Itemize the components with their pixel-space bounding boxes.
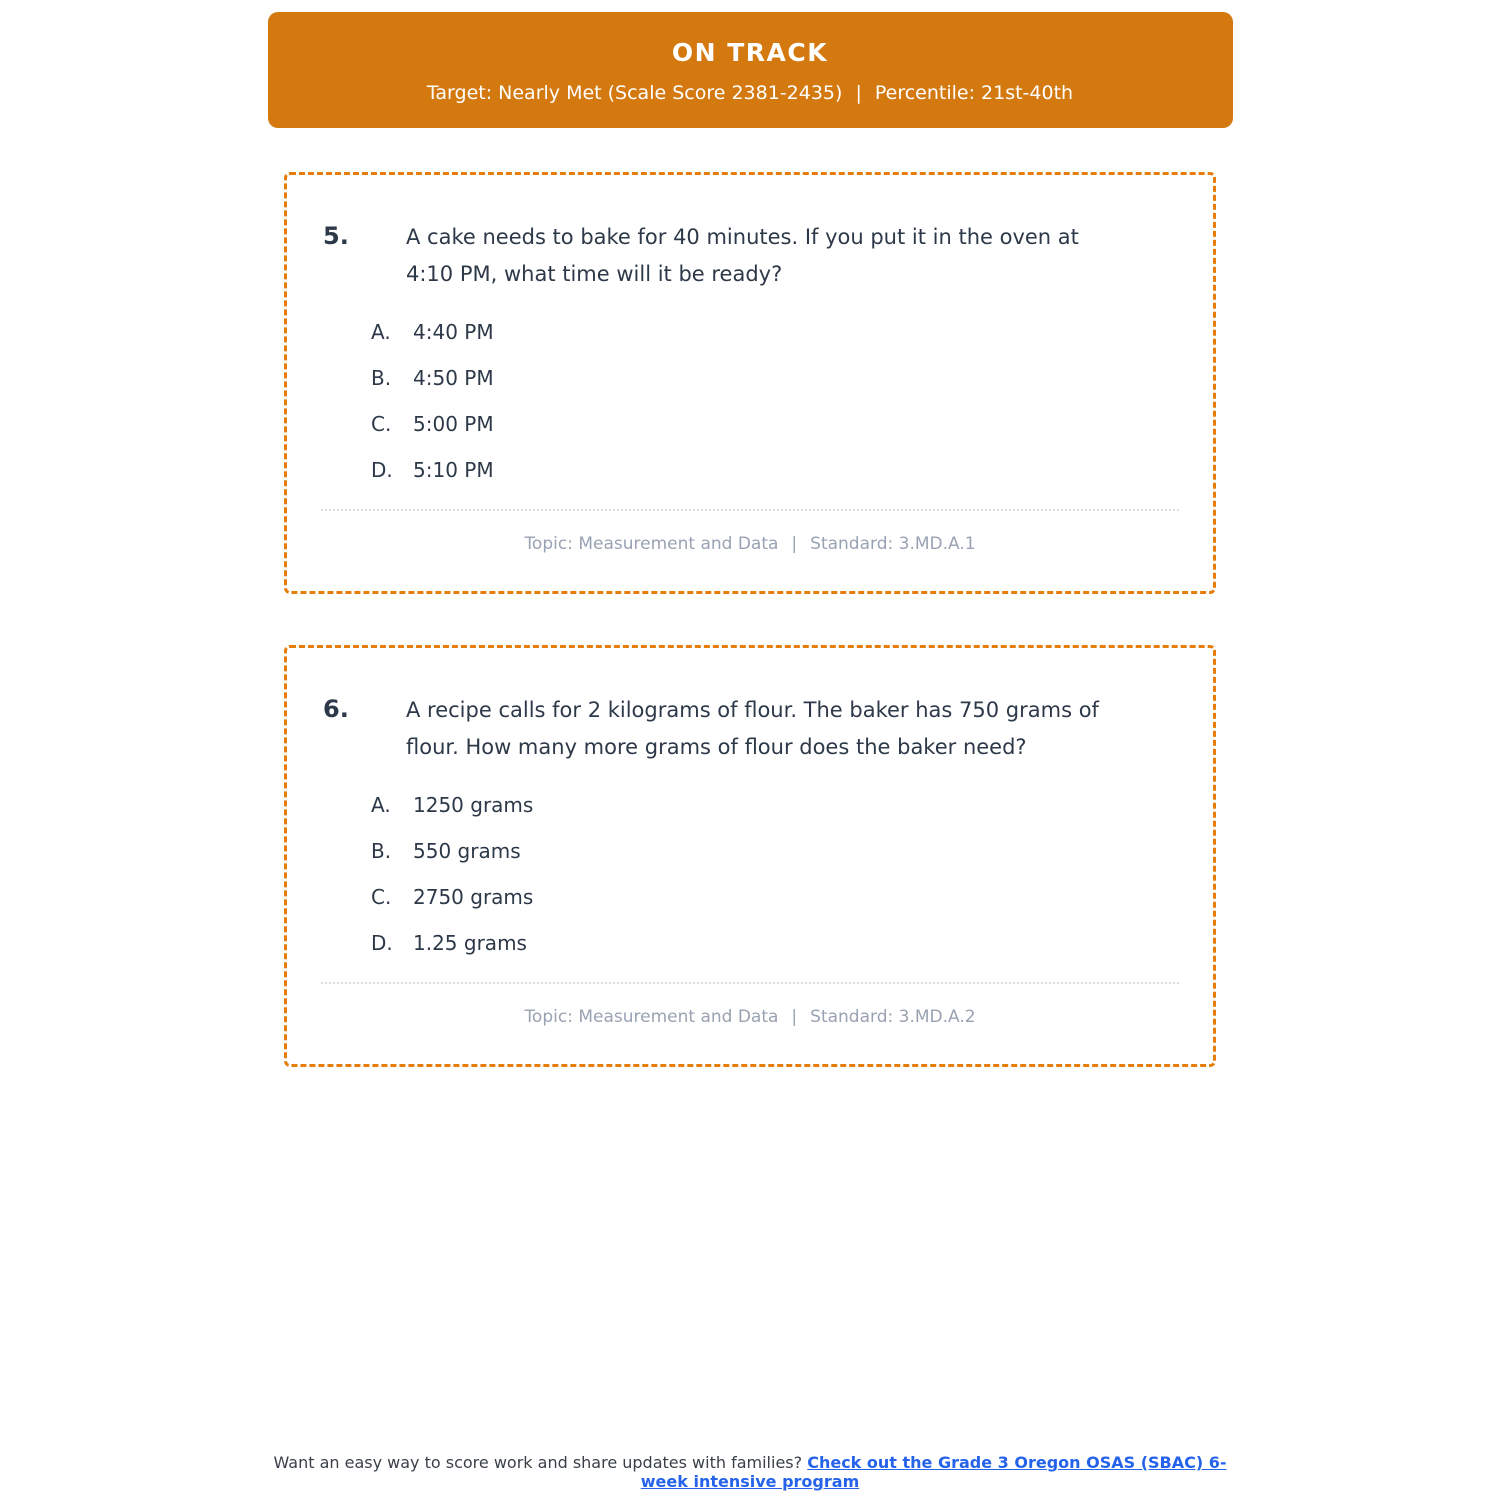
option-row-d	[371, 930, 1179, 956]
topic-label: Topic: Measurement and Data	[524, 534, 779, 554]
option-text: 4:40 PM	[413, 320, 494, 344]
question-text-line: A recipe calls for 2 kilograms of flour. The baker has 750 grams of	[406, 698, 1099, 722]
banner-divider: |	[855, 82, 862, 104]
option-letter: B.	[371, 839, 392, 863]
topic-label: Topic: Measurement and Data	[524, 1007, 779, 1027]
question-number: 6.	[323, 695, 349, 723]
option-row-a	[371, 319, 1179, 345]
option-text: 1.25 grams	[413, 931, 527, 955]
question-meta	[321, 533, 1179, 555]
option-text: 1250 grams	[413, 793, 534, 817]
question-text	[406, 692, 1176, 766]
option-row-c	[371, 411, 1179, 437]
question-card-5	[284, 172, 1216, 594]
option-text: 5:00 PM	[413, 412, 494, 436]
options-list	[371, 319, 1179, 483]
option-text: 2750 grams	[413, 885, 534, 909]
question-text-line: A cake needs to bake for 40 minutes. If you put it in the oven at	[406, 225, 1079, 249]
option-letter: A.	[371, 793, 391, 817]
option-row-d	[371, 457, 1179, 483]
option-letter: D.	[371, 931, 393, 955]
option-text: 4:50 PM	[413, 366, 494, 390]
meta-separator: |	[791, 1007, 798, 1027]
standard-label: Standard: 3.MD.A.2	[810, 1007, 976, 1027]
option-text: 5:10 PM	[413, 458, 494, 482]
meta-separator: |	[791, 534, 798, 554]
question-row	[321, 219, 1179, 293]
footer	[268, 1453, 1233, 1491]
program-link[interactable]: Check out the Grade 3 Oregon OSAS (SBAC) 6-week intensive program	[640, 1453, 1227, 1491]
option-row-b	[371, 838, 1179, 864]
option-letter: C.	[371, 412, 392, 436]
standard-label: Standard: 3.MD.A.1	[810, 534, 976, 554]
question-row	[321, 692, 1179, 766]
option-letter: C.	[371, 885, 392, 909]
question-text-line: 4:10 PM, what time will it be ready?	[406, 262, 783, 286]
banner-subtitle	[268, 81, 1233, 105]
options-list	[371, 792, 1179, 956]
question-meta	[321, 1006, 1179, 1028]
banner-target: Target: Nearly Met (Scale Score 2381-2435)	[426, 82, 843, 104]
option-row-a	[371, 792, 1179, 818]
performance-banner	[268, 12, 1233, 128]
question-text-line: flour. How many more grams of flour does the baker need?	[406, 735, 1027, 759]
question-number: 5.	[323, 222, 349, 250]
banner-title: ON TRACK	[671, 38, 829, 67]
question-card-6	[284, 645, 1216, 1067]
option-letter: D.	[371, 458, 393, 482]
option-letter: A.	[371, 320, 391, 344]
option-row-b	[371, 365, 1179, 391]
meta-divider	[321, 982, 1179, 984]
footer-text: Want an easy way to score work and share updates with families?	[273, 1453, 808, 1472]
question-text	[406, 219, 1176, 293]
option-text: 550 grams	[413, 839, 521, 863]
banner-percentile: Percentile: 21st-40th	[874, 82, 1074, 104]
option-row-c	[371, 884, 1179, 910]
meta-divider	[321, 509, 1179, 511]
option-letter: B.	[371, 366, 392, 390]
